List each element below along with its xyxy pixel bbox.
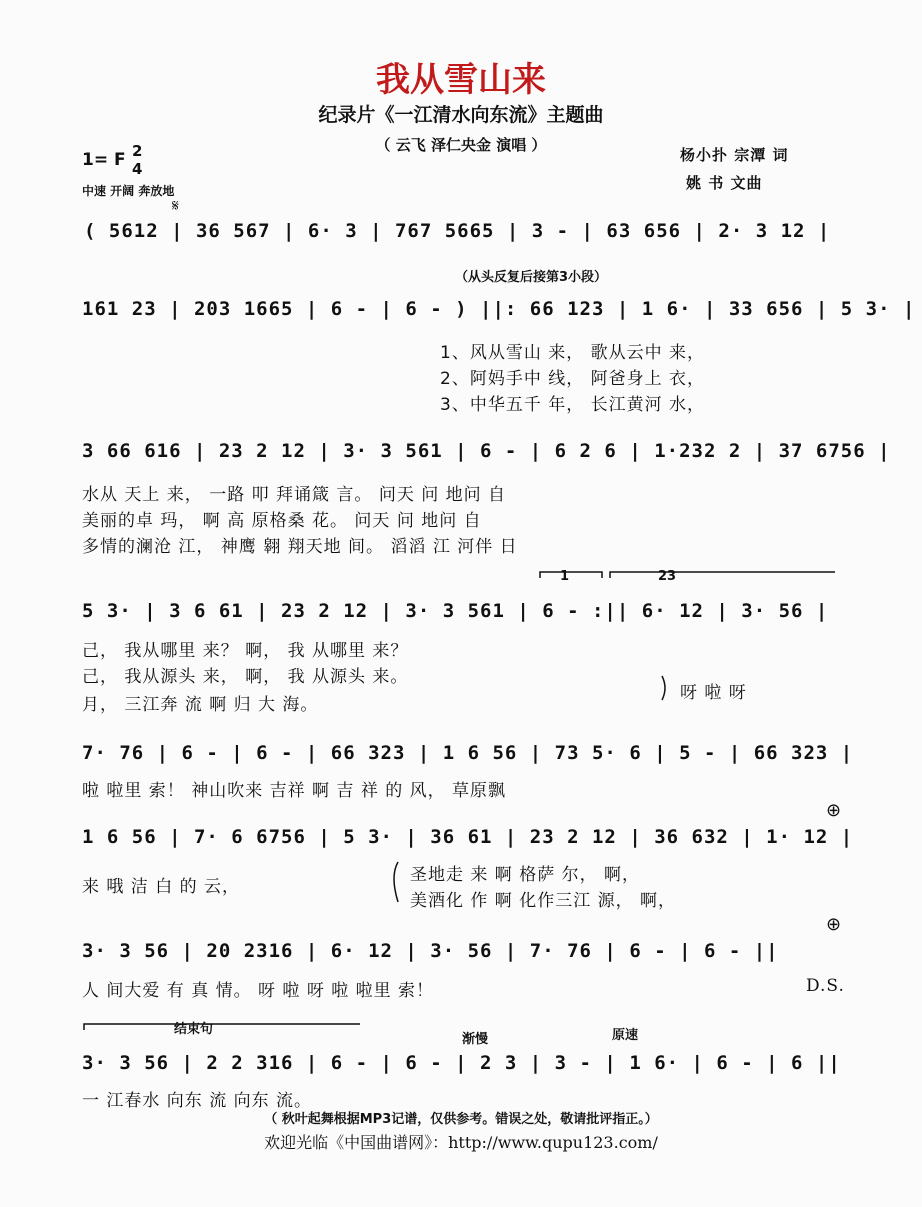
coda-sign-icon: ⊕: [826, 800, 842, 821]
volta-2-bracket: [610, 572, 835, 578]
score-row-3: 3 66 616 | 23 2 12 | 3· 3 561 | 6 - | 6 2 6 | 1·232 2 | 37 6756 |: [82, 440, 891, 462]
lyric-line: 美酒化 作 啊 化作三江 源， 啊，: [410, 891, 677, 911]
segno-sign: 𝄋: [172, 196, 179, 215]
lyric-line: 多情的澜沧 江， 神鹰 翱 翔天地 间。 滔滔 江 河伴 日: [82, 537, 518, 557]
coda-section-label: 结束句: [174, 1022, 214, 1037]
song-subtitle: 纪录片《一江清水向东流》主题曲: [318, 104, 604, 126]
score-row-5: 7· 76 | 6 - | 6 - | 66 323 | 1 6 56 | 73 5· 6 | 5 - | 66 323 |: [82, 742, 854, 764]
lyric-line: 水从 天上 来， 一路 叩 拜诵箴 言。 问天 问 地问 自: [82, 485, 507, 505]
song-title: 我从雪山来: [376, 60, 546, 100]
lyric-line: 己， 我从源头 来， 啊， 我 从源头 来。: [82, 667, 409, 687]
site-link[interactable]: 欢迎光临《中国曲谱网》：http://www.qupu123.com/: [264, 1133, 658, 1152]
volta-2-label: 23: [658, 569, 677, 584]
lyric-line: 啦 啦里 索！ 神山吹来 吉祥 啊 吉 祥 的 风， 草原飘: [82, 781, 507, 801]
lyric-line: 月， 三江奔 流 啊 归 大 海。: [82, 695, 319, 715]
tempo-marking: 中速 开阔 奔放地: [82, 184, 175, 198]
score-row-2: 161 23 | 203 1665 | 6 - | 6 - ) ||: 66 123 | 1 6· | 33 656 | 5 3· |: [82, 298, 916, 320]
score-row-8: 3· 3 56 | 2 2 316 | 6 - | 6 - | 2 3 | 3 - | 1 6· | 6 - | 6 ||: [82, 1052, 841, 1074]
lyricist-credit: 杨小扑 宗潭 词: [680, 146, 789, 164]
lyric-line: 圣地走 来 啊 格萨 尔， 啊，: [410, 865, 641, 885]
score-row-6: 1 6 56 | 7· 6 6756 | 5 3· | 36 61 | 23 2 12 | 36 632 | 1· 12 |: [82, 826, 854, 848]
lyric-line: 一 江春水 向东 流 向东 流。: [82, 1091, 313, 1111]
brace: [394, 862, 398, 902]
singers-line: （ 云飞 泽仁央金 演唱 ）: [375, 136, 547, 154]
time-signature-bottom: 4: [132, 160, 143, 178]
lyric-verse-1: 1、风从雪山 来， 歌从云中 来，: [440, 343, 706, 363]
composer-credit: 姚 书 文曲: [686, 174, 763, 192]
lyric-verse-3: 3、中华五千 年， 长江黄河 水，: [440, 395, 706, 415]
score-row-4: 5 3· | 3 6 61 | 23 2 12 | 3· 3 561 | 6 - :|| 6· 12 | 3· 56 |: [82, 600, 829, 622]
repeat-instruction: （从头反复后接第3小段）: [455, 270, 608, 285]
brace: [662, 676, 665, 700]
coda-bracket: [84, 1024, 360, 1030]
coda-sign-icon: ⊕: [826, 914, 842, 935]
lyric-line: 己， 我从哪里 来？ 啊， 我 从哪里 来？: [82, 641, 409, 661]
tempo-slower-label: 渐慢: [462, 1032, 489, 1047]
volta-1-label: 1: [560, 569, 570, 584]
volta-1-bracket: [540, 572, 602, 578]
lyric-line: 来 哦 洁 白 的 云，: [82, 877, 241, 897]
lyric-verse-2: 2、阿妈手中 线， 阿爸身上 衣，: [440, 369, 706, 389]
score-row-1: ( 5612 | 36 567 | 6· 3 | 767 5665 | 3 - | 63 656 | 2· 3 12 |: [84, 220, 831, 242]
transcription-note: （ 秋叶起舞根据MP3记谱，仅供参考。错误之处，敬请批评指正。）: [264, 1112, 658, 1127]
lyric-line: 美丽的卓 玛， 啊 高 原格桑 花。 问天 问 地问 自: [82, 511, 482, 531]
lyric-line: 人 间大爱 有 真 情。 呀 啦 呀 啦 啦里 索！: [82, 981, 435, 1001]
key-signature: 1= F: [82, 150, 126, 170]
time-signature-top: 2: [132, 142, 143, 160]
brace-lyric: 呀 啦 呀: [680, 683, 747, 703]
score-row-7: 3· 3 56 | 20 2316 | 6· 12 | 3· 56 | 7· 76 | 6 - | 6 - ||: [82, 940, 779, 962]
dal-segno-mark: D.S.: [806, 976, 845, 996]
tempo-original-label: 原速: [612, 1028, 639, 1043]
